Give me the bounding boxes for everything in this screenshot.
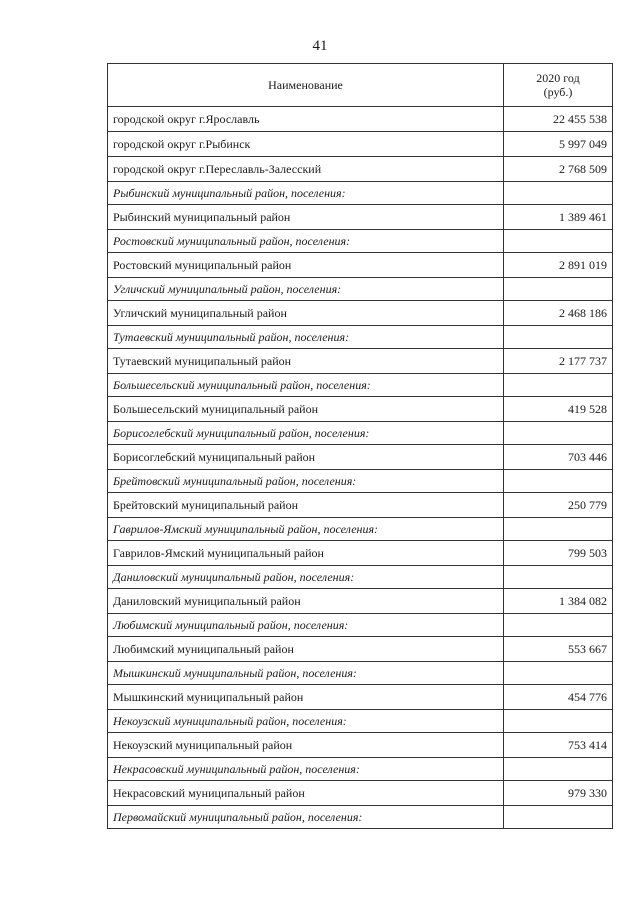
table-row — [108, 397, 613, 422]
row-amount-cell: 2 468 186 — [504, 301, 613, 326]
table-row — [108, 157, 613, 182]
row-name-cell: Рыбинский муниципальный район — [108, 205, 504, 230]
row-name-cell: Первомайский муниципальный район, поселения: — [108, 806, 504, 829]
table-row — [108, 637, 613, 662]
row-name-cell: Борисоглебский муниципальный район, поселения: — [108, 422, 504, 445]
row-name-cell: Большесельский муниципальный район — [108, 397, 504, 422]
table-row — [108, 589, 613, 614]
table-row — [108, 107, 613, 132]
row-amount-cell — [504, 374, 613, 397]
row-name-cell: Гаврилов-Ямский муниципальный район, поселения: — [108, 518, 504, 541]
section-row — [108, 518, 613, 541]
budget-table — [107, 63, 613, 829]
row-amount-cell — [504, 710, 613, 733]
row-amount-cell: 2 891 019 — [504, 253, 613, 278]
row-amount-cell — [504, 470, 613, 493]
row-amount-cell — [504, 518, 613, 541]
table-row — [108, 349, 613, 374]
section-row — [108, 326, 613, 349]
table-row — [108, 541, 613, 566]
table-row — [108, 132, 613, 157]
row-amount-cell: 979 330 — [504, 781, 613, 806]
row-amount-cell — [504, 230, 613, 253]
row-name-cell: Даниловский муниципальный район — [108, 589, 504, 614]
section-row — [108, 230, 613, 253]
section-row — [108, 710, 613, 733]
row-amount-cell: 2 177 737 — [504, 349, 613, 374]
table-header-row — [108, 64, 613, 107]
row-amount-cell — [504, 422, 613, 445]
row-amount-cell: 5 997 049 — [504, 132, 613, 157]
row-name-cell: Мышкинский муниципальный район, поселения: — [108, 662, 504, 685]
page-number: 41 — [312, 38, 328, 54]
section-row — [108, 422, 613, 445]
row-name-cell: городской округ г.Рыбинск — [108, 132, 504, 157]
table-row — [108, 301, 613, 326]
row-name-cell: Тутаевский муниципальный район — [108, 349, 504, 374]
section-row — [108, 470, 613, 493]
section-row — [108, 758, 613, 781]
row-amount-cell: 799 503 — [504, 541, 613, 566]
row-name-cell: Некоузский муниципальный район — [108, 733, 504, 758]
row-amount-cell: 419 528 — [504, 397, 613, 422]
row-name-cell: Угличский муниципальный район, поселения: — [108, 278, 504, 301]
column-header-year-unit: (руб.) — [543, 85, 573, 99]
row-name-cell: Тутаевский муниципальный район, поселения: — [108, 326, 504, 349]
row-amount-cell: 250 779 — [504, 493, 613, 518]
row-name-cell: Ростовский муниципальный район — [108, 253, 504, 278]
table-row — [108, 205, 613, 230]
row-name-cell: Гаврилов-Ямский муниципальный район — [108, 541, 504, 566]
row-amount-cell: 22 455 538 — [504, 107, 613, 132]
row-name-cell: Любимский муниципальный район, поселения: — [108, 614, 504, 637]
row-amount-cell — [504, 806, 613, 829]
table-row — [108, 445, 613, 470]
row-amount-cell — [504, 566, 613, 589]
section-row — [108, 278, 613, 301]
row-name-cell: Брейтовский муниципальный район, поселения: — [108, 470, 504, 493]
section-row — [108, 614, 613, 637]
row-name-cell: Некоузский муниципальный район, поселения: — [108, 710, 504, 733]
row-name-cell: Ростовский муниципальный район, поселения: — [108, 230, 504, 253]
column-header-year-label: 2020 год — [536, 71, 580, 85]
row-amount-cell — [504, 326, 613, 349]
row-amount-cell — [504, 278, 613, 301]
section-row — [108, 374, 613, 397]
table-row — [108, 781, 613, 806]
row-name-cell: Угличский муниципальный район — [108, 301, 504, 326]
row-name-cell: Брейтовский муниципальный район — [108, 493, 504, 518]
row-name-cell: Рыбинский муниципальный район, поселения: — [108, 182, 504, 205]
column-header-year — [504, 64, 613, 107]
table-row — [108, 253, 613, 278]
row-name-cell: Даниловский муниципальный район, поселения: — [108, 566, 504, 589]
section-row — [108, 806, 613, 829]
row-amount-cell: 703 446 — [504, 445, 613, 470]
row-amount-cell — [504, 662, 613, 685]
row-amount-cell: 553 667 — [504, 637, 613, 662]
row-name-cell: городской округ г.Ярославль — [108, 107, 504, 132]
row-amount-cell — [504, 758, 613, 781]
row-amount-cell: 753 414 — [504, 733, 613, 758]
section-row — [108, 182, 613, 205]
row-name-cell: городской округ г.Переславль-Залесский — [108, 157, 504, 182]
row-amount-cell: 2 768 509 — [504, 157, 613, 182]
table-row — [108, 493, 613, 518]
column-header-name: Наименование — [108, 64, 504, 107]
row-name-cell: Мышкинский муниципальный район — [108, 685, 504, 710]
row-amount-cell — [504, 182, 613, 205]
table-row — [108, 733, 613, 758]
row-amount-cell: 1 384 082 — [504, 589, 613, 614]
table-row — [108, 685, 613, 710]
row-amount-cell: 454 776 — [504, 685, 613, 710]
row-name-cell: Некрасовский муниципальный район — [108, 781, 504, 806]
section-row — [108, 566, 613, 589]
row-amount-cell — [504, 614, 613, 637]
row-name-cell: Любимский муниципальный район — [108, 637, 504, 662]
row-name-cell: Некрасовский муниципальный район, поселения: — [108, 758, 504, 781]
row-amount-cell: 1 389 461 — [504, 205, 613, 230]
row-name-cell: Большесельский муниципальный район, поселения: — [108, 374, 504, 397]
table-body — [108, 107, 613, 829]
row-name-cell: Борисоглебский муниципальный район — [108, 445, 504, 470]
section-row — [108, 662, 613, 685]
